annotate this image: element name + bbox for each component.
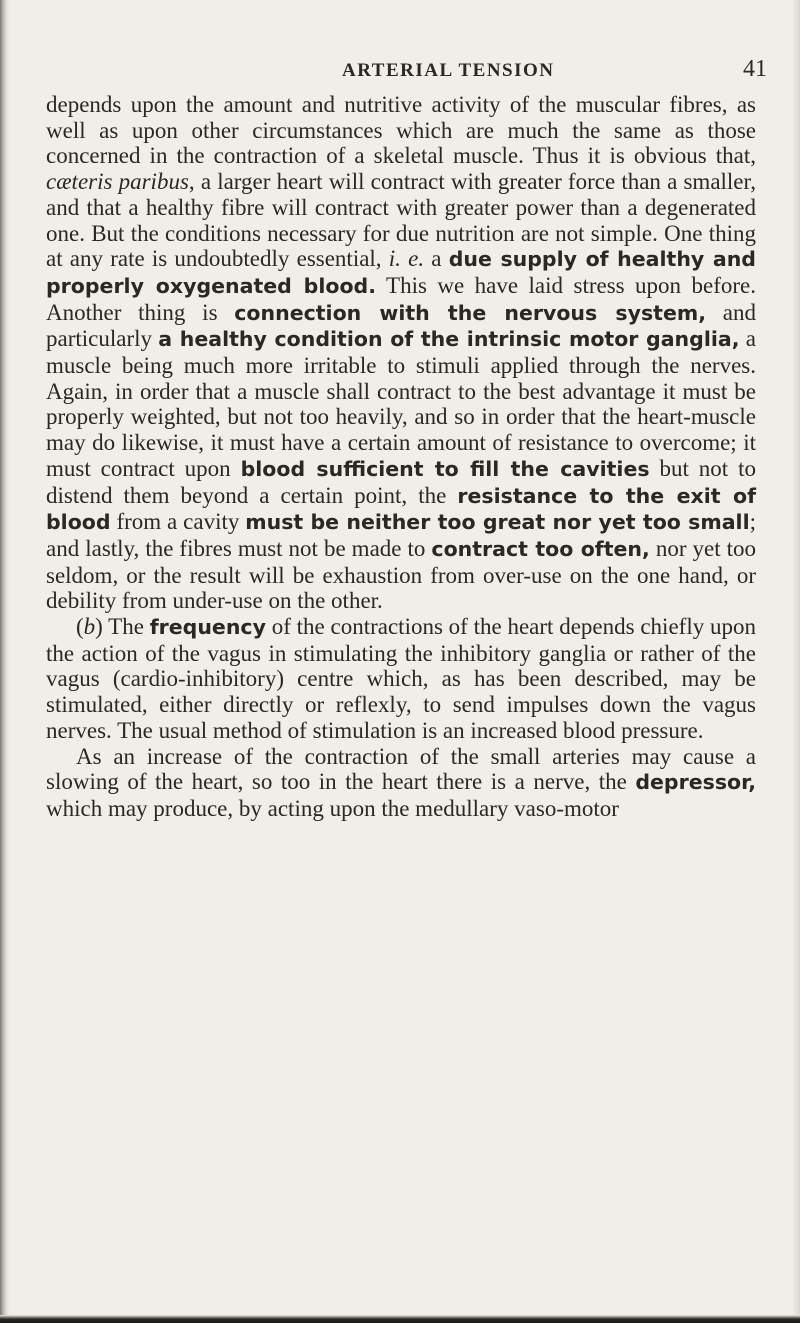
bold-phrase: connection with the nervous system, <box>234 300 706 325</box>
text-run: but not to distend them beyond a certain point, the <box>46 455 757 508</box>
paragraph-3 <box>46 744 756 822</box>
bold-phrase: a healthy condition of the intrinsic motor ganglia, <box>158 327 740 352</box>
bold-phrase: must be neither too great nor yet too small <box>245 510 750 535</box>
text-run: ( <box>76 614 84 640</box>
running-head: ARTERIAL TENSION <box>342 60 555 81</box>
text-run: This we have laid stress upon before. Another thing is <box>46 272 756 325</box>
bold-phrase: contract too often, <box>431 536 650 561</box>
text-run: and particularly <box>46 299 756 352</box>
text-run: As an increase of the contraction of the small arteries may cause a slowing of the heart, so too in the heart there is a nerve, the <box>46 743 756 795</box>
italic-phrase: cæteris paribus <box>46 169 189 195</box>
text-run: from a cavity <box>110 509 246 535</box>
page-number: 41 <box>743 56 767 82</box>
text-run: ; and lastly, the fibres must not be made to <box>46 509 756 561</box>
page-header <box>0 56 800 86</box>
page-bottom-edge <box>0 1315 800 1323</box>
page-right-edge <box>792 0 800 1323</box>
body-text <box>46 92 756 822</box>
text-run: which may produce, by acting upon the medullary vaso-motor <box>46 795 619 821</box>
paragraph-2 <box>46 614 756 744</box>
text-run: a muscle being much more irritable to stimuli applied through the nerves. Again, in order that a muscle shall contract to the best advantage it must be properly weighted, but not too heavily, and so in order that the heart-muscle may do likewise, it must have a certain amount of resistance to overcome; it must contract upon <box>46 326 756 481</box>
paragraph-1 <box>46 92 756 614</box>
text-run: of the contractions of the heart depends chiefly upon the action of the vagus in stimulating the inhibitory ganglia or rather of the vagus (cardio-inhibitory) centre which, as has been described, may be stimulated, either directly or reflexly, to send impulses down the vagus nerves. The usual method of stimulation is an increased blood pressure. <box>46 614 756 743</box>
page-left-edge <box>0 0 10 1323</box>
text-run: nor yet too seldom, or the result will be exhaustion from over-use on the one hand, or debility from under-use on the other. <box>46 535 757 614</box>
bold-phrase: frequency <box>149 615 266 640</box>
text-run: ) The <box>95 614 150 640</box>
bold-phrase: blood sufficient to fill the cavities <box>240 456 650 481</box>
italic-phrase: i. e. <box>388 246 425 272</box>
text-run: depends upon the amount and nutritive activity of the muscular fibres, as well as upon other circumstances which are much the same as those concerned in the contraction of a skeletal muscle. Thus it is obvious that, <box>46 92 756 169</box>
bold-phrase: due supply of healthy and properly oxygenated blood. <box>46 247 756 298</box>
text-run: , a larger heart will contract with greater force than a smaller, and that a healthy fibre will contract with greater power than a degenerated one. But the conditions necessary for due nutrition are not simple. One thing at any rate is undoubtedly essential, <box>46 169 756 272</box>
bold-phrase: depressor, <box>635 770 756 795</box>
bold-phrase: resistance to the exit of blood <box>46 483 756 535</box>
text-run: a <box>424 246 449 272</box>
italic-phrase: b <box>83 614 96 640</box>
